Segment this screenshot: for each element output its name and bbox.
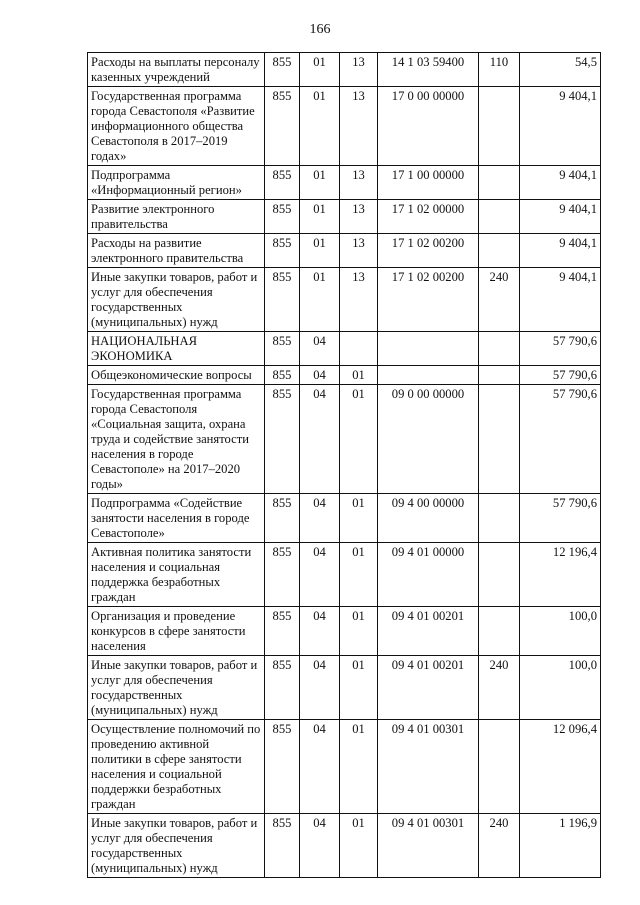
table-row [88,332,601,366]
section-code-cell: 01 [300,87,340,166]
section-code-cell: 04 [300,720,340,814]
grbs-code-cell: 855 [265,385,300,494]
expense-type-cell [479,385,520,494]
target-article-cell [378,332,479,366]
table-row [88,656,601,720]
expense-type-cell [479,200,520,234]
expense-type-cell [479,166,520,200]
target-article-cell: 09 0 00 00000 [378,385,479,494]
section-code-cell: 04 [300,494,340,543]
expense-type-cell: 110 [479,53,520,87]
subsection-code-cell: 13 [340,87,378,166]
table-row [88,720,601,814]
table-row [88,366,601,385]
row-name-cell: Государственная программа города Севастополя «Социальная защита, охрана труда и содействие занятости населения в городе Севастополе» на 2017–2020 годы» [88,385,265,494]
grbs-code-cell: 855 [265,366,300,385]
table-row [88,200,601,234]
amount-cell: 57 790,6 [520,332,601,366]
amount-cell: 9 404,1 [520,166,601,200]
row-name-cell: Иные закупки товаров, работ и услуг для обеспечения государственных (муниципальных) нужд [88,268,265,332]
table-row [88,607,601,656]
row-name-cell: Активная политика занятости населения и социальная поддержка безработных граждан [88,543,265,607]
section-code-cell: 01 [300,234,340,268]
table-row [88,53,601,87]
target-article-cell: 17 0 00 00000 [378,87,479,166]
section-code-cell: 04 [300,607,340,656]
grbs-code-cell: 855 [265,268,300,332]
amount-cell: 1 196,9 [520,814,601,878]
expense-type-cell [479,366,520,385]
page-number: 166 [309,22,331,37]
row-name-cell: Иные закупки товаров, работ и услуг для обеспечения государственных (муниципальных) нужд [88,814,265,878]
expense-type-cell [479,607,520,656]
expense-type-cell [479,332,520,366]
amount-cell: 9 404,1 [520,234,601,268]
grbs-code-cell: 855 [265,200,300,234]
row-name-cell: Расходы на выплаты персоналу казенных учреждений [88,53,265,87]
subsection-code-cell: 01 [340,385,378,494]
expense-type-cell: 240 [479,814,520,878]
grbs-code-cell: 855 [265,166,300,200]
amount-cell: 12 096,4 [520,720,601,814]
subsection-code-cell: 01 [340,543,378,607]
target-article-cell: 17 1 00 00000 [378,166,479,200]
expense-type-cell: 240 [479,268,520,332]
grbs-code-cell: 855 [265,234,300,268]
grbs-code-cell: 855 [265,87,300,166]
section-code-cell: 04 [300,656,340,720]
expense-type-cell [479,543,520,607]
subsection-code-cell: 13 [340,166,378,200]
section-code-cell: 01 [300,268,340,332]
row-name-cell: Иные закупки товаров, работ и услуг для обеспечения государственных (муниципальных) нужд [88,656,265,720]
section-code-cell: 01 [300,53,340,87]
amount-cell: 9 404,1 [520,200,601,234]
target-article-cell: 17 1 02 00000 [378,200,479,234]
amount-cell: 100,0 [520,607,601,656]
grbs-code-cell: 855 [265,814,300,878]
section-code-cell: 01 [300,166,340,200]
subsection-code-cell: 01 [340,607,378,656]
table-row [88,494,601,543]
grbs-code-cell: 855 [265,720,300,814]
target-article-cell: 09 4 00 00000 [378,494,479,543]
subsection-code-cell: 13 [340,234,378,268]
amount-cell: 9 404,1 [520,87,601,166]
subsection-code-cell: 01 [340,814,378,878]
target-article-cell: 09 4 01 00000 [378,543,479,607]
subsection-code-cell [340,332,378,366]
table-body [88,53,601,878]
expense-type-cell [479,87,520,166]
target-article-cell: 17 1 02 00200 [378,268,479,332]
subsection-code-cell: 13 [340,200,378,234]
expense-type-cell [479,720,520,814]
amount-cell: 12 196,4 [520,543,601,607]
amount-cell: 57 790,6 [520,385,601,494]
grbs-code-cell: 855 [265,332,300,366]
grbs-code-cell: 855 [265,607,300,656]
row-name-cell: Государственная программа города Севастополя «Развитие информационного общества Севастополя в 2017–2019 годах» [88,87,265,166]
section-code-cell: 04 [300,814,340,878]
subsection-code-cell: 13 [340,268,378,332]
target-article-cell: 09 4 01 00201 [378,607,479,656]
grbs-code-cell: 855 [265,53,300,87]
target-article-cell: 17 1 02 00200 [378,234,479,268]
amount-cell: 57 790,6 [520,366,601,385]
section-code-cell: 04 [300,332,340,366]
grbs-code-cell: 855 [265,656,300,720]
amount-cell: 57 790,6 [520,494,601,543]
table-row [88,166,601,200]
section-code-cell: 01 [300,200,340,234]
table-row [88,268,601,332]
expense-type-cell [479,494,520,543]
target-article-cell: 09 4 01 00201 [378,656,479,720]
target-article-cell: 09 4 01 00301 [378,720,479,814]
amount-cell: 9 404,1 [520,268,601,332]
subsection-code-cell: 01 [340,656,378,720]
table-row [88,87,601,166]
row-name-cell: Осуществление полномочий по проведению активной политики в сфере занятости населения и социальной поддержки безработных граждан [88,720,265,814]
row-name-cell: НАЦИОНАЛЬНАЯ ЭКОНОМИКА [88,332,265,366]
table-row [88,385,601,494]
subsection-code-cell: 01 [340,494,378,543]
amount-cell: 100,0 [520,656,601,720]
grbs-code-cell: 855 [265,494,300,543]
expense-type-cell: 240 [479,656,520,720]
section-code-cell: 04 [300,385,340,494]
section-code-cell: 04 [300,366,340,385]
subsection-code-cell: 01 [340,720,378,814]
table-row [88,814,601,878]
grbs-code-cell: 855 [265,543,300,607]
amount-cell: 54,5 [520,53,601,87]
row-name-cell: Организация и проведение конкурсов в сфере занятости населения [88,607,265,656]
target-article-cell: 14 1 03 59400 [378,53,479,87]
row-name-cell: Расходы на развитие электронного правительства [88,234,265,268]
subsection-code-cell: 01 [340,366,378,385]
row-name-cell: Подпрограмма «Информационный регион» [88,166,265,200]
table-row [88,234,601,268]
table-row [88,543,601,607]
expense-type-cell [479,234,520,268]
row-name-cell: Развитие электронного правительства [88,200,265,234]
budget-table [87,52,601,878]
subsection-code-cell: 13 [340,53,378,87]
section-code-cell: 04 [300,543,340,607]
target-article-cell [378,366,479,385]
row-name-cell: Общеэкономические вопросы [88,366,265,385]
row-name-cell: Подпрограмма «Содействие занятости населения в городе Севастополе» [88,494,265,543]
target-article-cell: 09 4 01 00301 [378,814,479,878]
